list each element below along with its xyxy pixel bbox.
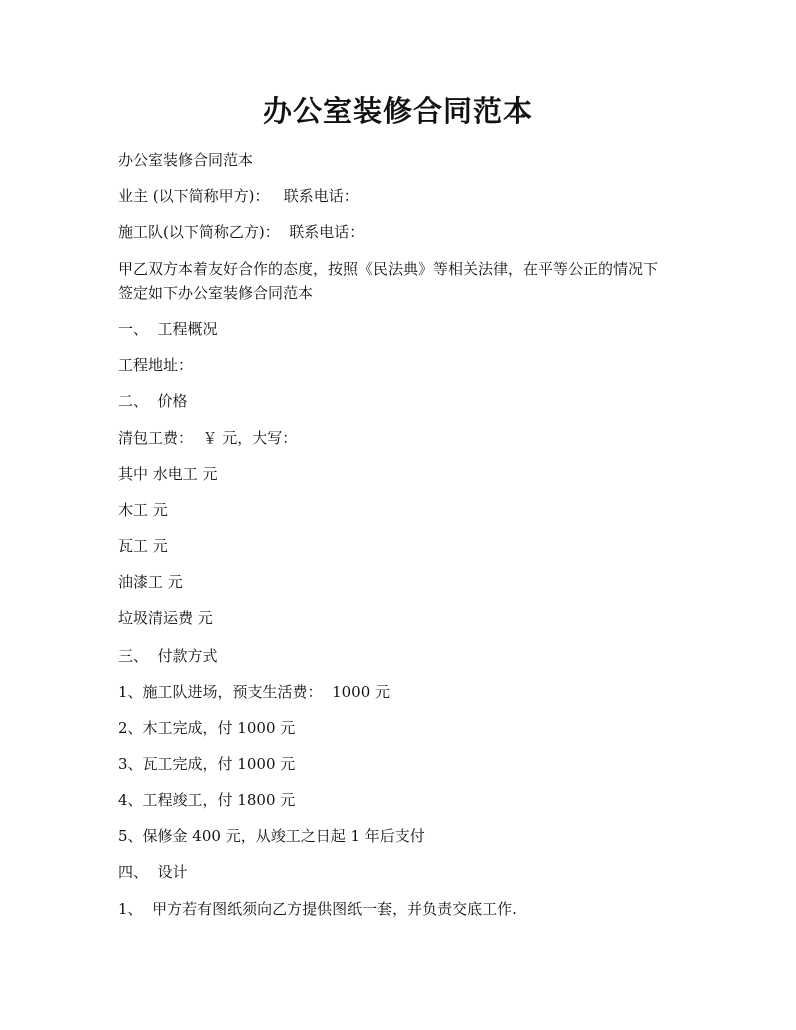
payment-item-4: 4、工程竣工，付 1800 元 xyxy=(118,791,296,809)
fee-painting: 油漆工 元 xyxy=(118,573,183,591)
payment-item-1: 1、施工队进场，预支生活费： 1000 元 xyxy=(118,683,391,701)
payment-item-5: 5、保修金 400 元，从竣工之日起 1 年后支付 xyxy=(118,827,425,845)
section-heading-price: 二、 价格 xyxy=(118,392,188,410)
section-heading-payment: 三、 付款方式 xyxy=(118,647,218,665)
section-heading-overview: 一、 工程概况 xyxy=(118,320,218,338)
page-title: 办公室装修合同范本 xyxy=(262,94,533,128)
design-item-1: 1、 甲方若有图纸须向乙方提供图纸一套，并负责交底工作. xyxy=(118,900,517,918)
fee-carpentry: 木工 元 xyxy=(118,501,168,519)
intro-paragraph-line-1: 甲乙双方本着友好合作的态度，按照《民法典》等相关法律，在平等公正的情况下 xyxy=(118,260,659,278)
fee-tiling: 瓦工 元 xyxy=(118,537,168,555)
document-subtitle: 办公室装修合同范本 xyxy=(118,151,254,169)
contractor-line: 施工队(以下简称乙方)： 联系电话： xyxy=(118,223,365,241)
payment-item-2: 2、木工完成，付 1000 元 xyxy=(118,719,296,737)
intro-paragraph-line-2: 签定如下办公室装修合同范本 xyxy=(118,284,314,302)
section-heading-design: 四、 设计 xyxy=(118,863,188,881)
project-address: 工程地址： xyxy=(118,356,194,374)
total-fee-line: 清包工费： ￥ 元，大写： xyxy=(118,429,298,447)
owner-line: 业主 (以下简称甲方)： 联系电话： xyxy=(118,187,359,205)
payment-item-3: 3、瓦工完成，付 1000 元 xyxy=(118,755,296,773)
fee-plumbing: 其中 水电工 元 xyxy=(118,465,218,483)
fee-waste: 垃圾清运费 元 xyxy=(118,609,213,627)
